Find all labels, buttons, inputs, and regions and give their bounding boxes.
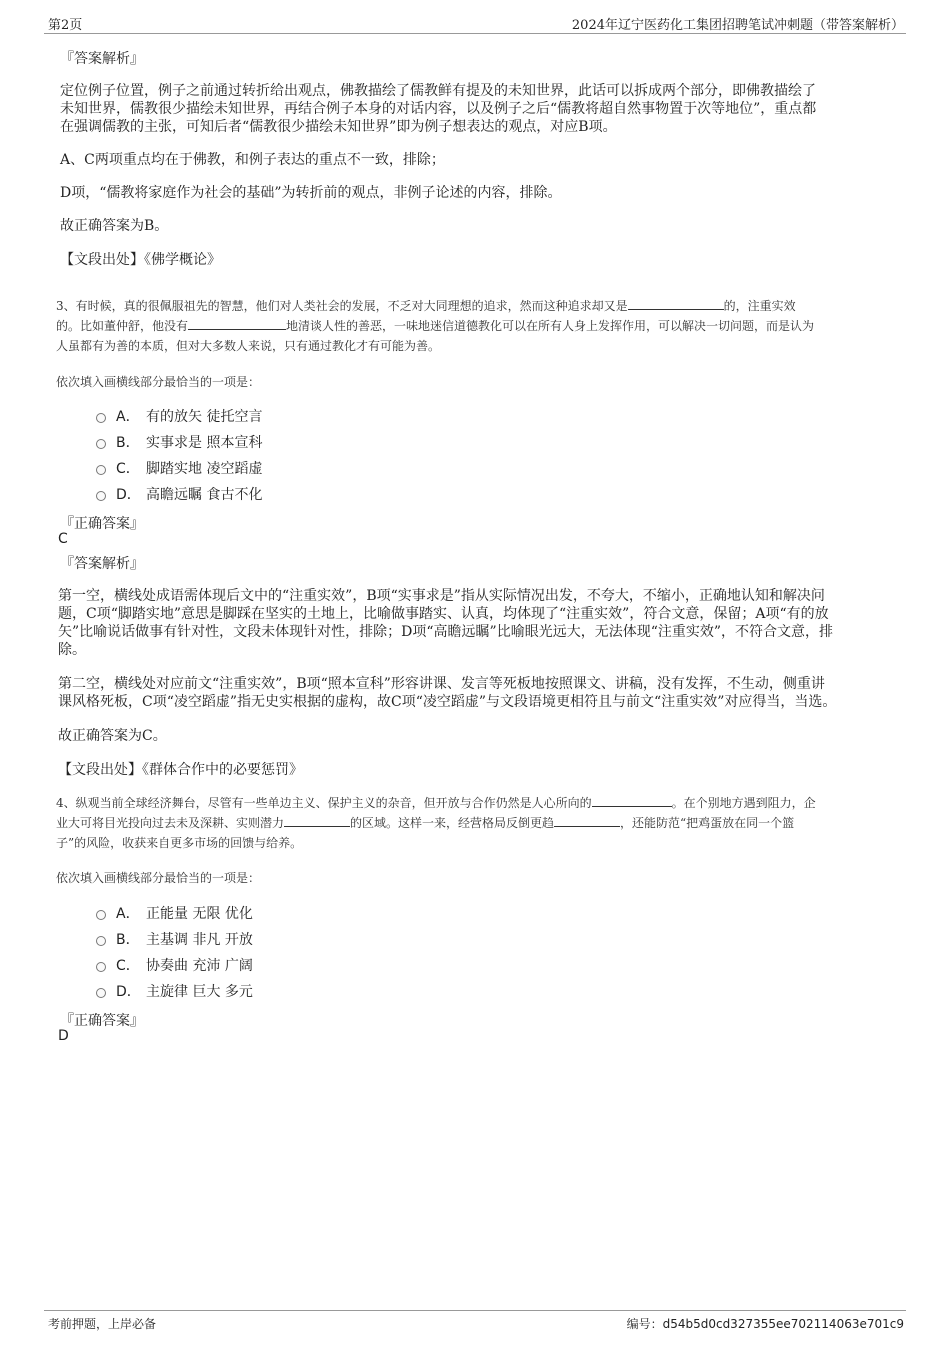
q4-option-a[interactable] bbox=[96, 903, 253, 923]
option-letter: C． bbox=[116, 958, 140, 974]
q4-stem-text: 。在个别地方遇到阻力，企 bbox=[671, 796, 816, 810]
document-code bbox=[627, 1315, 904, 1332]
q2-analysis-line-4: A、C两项重点均在于佛教，和例子表达的重点不一致，排除； bbox=[60, 152, 445, 168]
q2-analysis-line-5: D项，“儒教将家庭作为社会的基础”为转折前的观点，非例子论述的内容，排除。 bbox=[60, 185, 562, 201]
q4-option-d[interactable] bbox=[96, 981, 253, 1001]
correct-answer-value: C bbox=[58, 531, 68, 547]
q2-source: 【文段出处】《佛学概论》 bbox=[60, 252, 221, 268]
q4-option-c[interactable] bbox=[96, 955, 253, 975]
radio-icon[interactable] bbox=[96, 936, 106, 946]
footer-slogan: 考前押题，上岸必备 bbox=[48, 1317, 157, 1331]
q2-analysis-line-2: 未知世界，儒教很少描绘未知世界，再结合例子本身的对话内容，以及例子之后“儒教将超自然事物置于次等地位”，重点都 bbox=[60, 101, 817, 117]
q4-stem-text: 4、纵观当前全球经济舞台，尽管有一些单边主义、保护主义的杂音，但开放与合作仍然是人心所向的 bbox=[56, 796, 592, 810]
option-letter: D． bbox=[116, 984, 141, 1000]
q4-stem-text: 业大可将目光投向过去未及深耕、实则潜力 bbox=[56, 816, 285, 830]
footer-divider bbox=[44, 1310, 906, 1311]
q3-analysis-line-4: 除。 bbox=[58, 642, 86, 658]
option-letter: A． bbox=[116, 906, 140, 922]
q3-option-c[interactable] bbox=[96, 458, 262, 478]
q3-stem-text: 3、有时候，真的很佩服祖先的智慧，他们对人类社会的发展，不乏对大同理想的追求，然而这种追求却又是 bbox=[56, 299, 628, 313]
q4-stem-text: 的区域。这样一来，经营格局反倒更趋 bbox=[350, 816, 555, 830]
radio-icon[interactable] bbox=[96, 491, 106, 501]
q3-analysis-line-3: 矢”比喻说话做事有针对性，文段未体现针对性，排除；D项“高瞻远瞩”比喻眼光远大，无法体现“注重实效”，不符合文意，排 bbox=[58, 624, 834, 640]
option-letter: A． bbox=[116, 409, 140, 425]
q3-prompt: 依次填入画横线部分最恰当的一项是： bbox=[56, 375, 261, 389]
radio-icon[interactable] bbox=[96, 439, 106, 449]
q3-option-b[interactable] bbox=[96, 432, 262, 452]
q3-conclusion: 故正确答案为C。 bbox=[58, 728, 167, 744]
blank-2 bbox=[284, 815, 350, 827]
document-code-value: d54b5d0cd327355ee702114063e701c9 bbox=[662, 1317, 904, 1331]
option-text: 主旋律 巨大 多元 bbox=[146, 984, 253, 1000]
page-number: 第2页 bbox=[48, 18, 83, 33]
q3-stem-line-2 bbox=[56, 316, 898, 336]
q4-stem-line-1 bbox=[56, 793, 898, 813]
q3-analysis-line-2: 题，C项“脚踏实地”意思是脚踩在坚实的土地上，比喻做事踏实、认真，均体现了“注重实效”，符合文意，保留；A项“有的放 bbox=[58, 606, 829, 622]
q4-stem-line-3: 子”的风险，收获来自更多市场的回馈与给养。 bbox=[56, 836, 303, 850]
q3-source: 【文段出处】《群体合作中的必要惩罚》 bbox=[58, 762, 303, 778]
radio-icon[interactable] bbox=[96, 413, 106, 423]
radio-icon[interactable] bbox=[96, 465, 106, 475]
q4-option-b[interactable] bbox=[96, 929, 253, 949]
option-text: 协奏曲 充沛 广阔 bbox=[146, 958, 253, 974]
q4-stem-line-2 bbox=[56, 813, 898, 833]
q3-stem-text: 的，注重实效 bbox=[723, 299, 796, 313]
option-letter: B． bbox=[116, 932, 140, 948]
radio-icon[interactable] bbox=[96, 988, 106, 998]
option-text: 有的放矢 徒托空言 bbox=[146, 409, 263, 425]
option-text: 高瞻远瞩 食古不化 bbox=[146, 487, 263, 503]
blank-2 bbox=[188, 318, 286, 330]
option-text: 主基调 非凡 开放 bbox=[146, 932, 253, 948]
option-letter: B． bbox=[116, 435, 140, 451]
option-text: 实事求是 照本宣科 bbox=[146, 435, 263, 451]
q3-analysis-line-1: 第一空，横线处成语需体现后文中的“注重实效”，B项“实事求是”指从实际情况出发，不夸大，不缩小，正确地认知和解决问 bbox=[58, 588, 825, 604]
blank-1 bbox=[592, 795, 672, 807]
correct-answer-tag: 『正确答案』 bbox=[60, 516, 144, 532]
q3-option-d[interactable] bbox=[96, 484, 262, 504]
option-text: 正能量 无限 优化 bbox=[146, 906, 253, 922]
analysis-tag: 『答案解析』 bbox=[60, 51, 144, 67]
document-code-label: 编号： bbox=[626, 1317, 663, 1331]
analysis-tag: 『答案解析』 bbox=[60, 556, 144, 572]
option-text: 脚踏实地 凌空蹈虚 bbox=[146, 461, 263, 477]
q4-stem-text: ，还能防范“把鸡蛋放在同一个篮 bbox=[620, 816, 795, 830]
document-title: 2024年辽宁医药化工集团招聘笔试冲刺题（带答案解析） bbox=[571, 18, 904, 33]
radio-icon[interactable] bbox=[96, 910, 106, 920]
q2-analysis-line-3: 在强调儒教的主张，可知后者“儒教很少描绘未知世界”即为例子想表达的观点，对应B项。 bbox=[60, 119, 617, 135]
correct-answer-value: D bbox=[58, 1028, 69, 1044]
q3-stem-line-1 bbox=[56, 296, 898, 316]
blank-3 bbox=[554, 815, 620, 827]
radio-icon[interactable] bbox=[96, 962, 106, 972]
q3-stem-line-3: 人虽都有为善的本质，但对大多数人来说，只有通过教化才有可能为善。 bbox=[56, 339, 441, 353]
header-divider bbox=[44, 33, 906, 34]
option-letter: C． bbox=[116, 461, 140, 477]
q3-stem-text: 的。比如董仲舒，他没有 bbox=[56, 319, 189, 333]
q3-analysis-line-5: 第二空，横线处对应前文“注重实效”，B项“照本宣科”形容讲课、发言等死板地按照课文、讲稿，没有发挥，不生动，侧重讲 bbox=[58, 676, 825, 692]
q3-stem-text: 地清谈人性的善恶，一味地迷信道德教化可以在所有人身上发挥作用，可以解决一切问题，而是认为 bbox=[286, 319, 815, 333]
q2-analysis-line-1: 定位例子位置，例子之前通过转折给出观点，佛教描绘了儒教鲜有提及的未知世界，此话可以拆成两个部分，即佛教描绘了 bbox=[60, 83, 816, 99]
q4-prompt: 依次填入画横线部分最恰当的一项是： bbox=[56, 871, 261, 885]
option-letter: D． bbox=[116, 487, 141, 503]
q3-option-a[interactable] bbox=[96, 406, 262, 426]
blank-1 bbox=[628, 298, 724, 310]
q2-conclusion: 故正确答案为B。 bbox=[60, 218, 169, 234]
q3-analysis-line-6: 课风格死板，C项“凌空蹈虚”指无史实根据的虚构，故C项“凌空蹈虚”与文段语境更相符且与前文“注重实效”对应得当，当选。 bbox=[58, 694, 837, 710]
correct-answer-tag: 『正确答案』 bbox=[60, 1013, 144, 1029]
